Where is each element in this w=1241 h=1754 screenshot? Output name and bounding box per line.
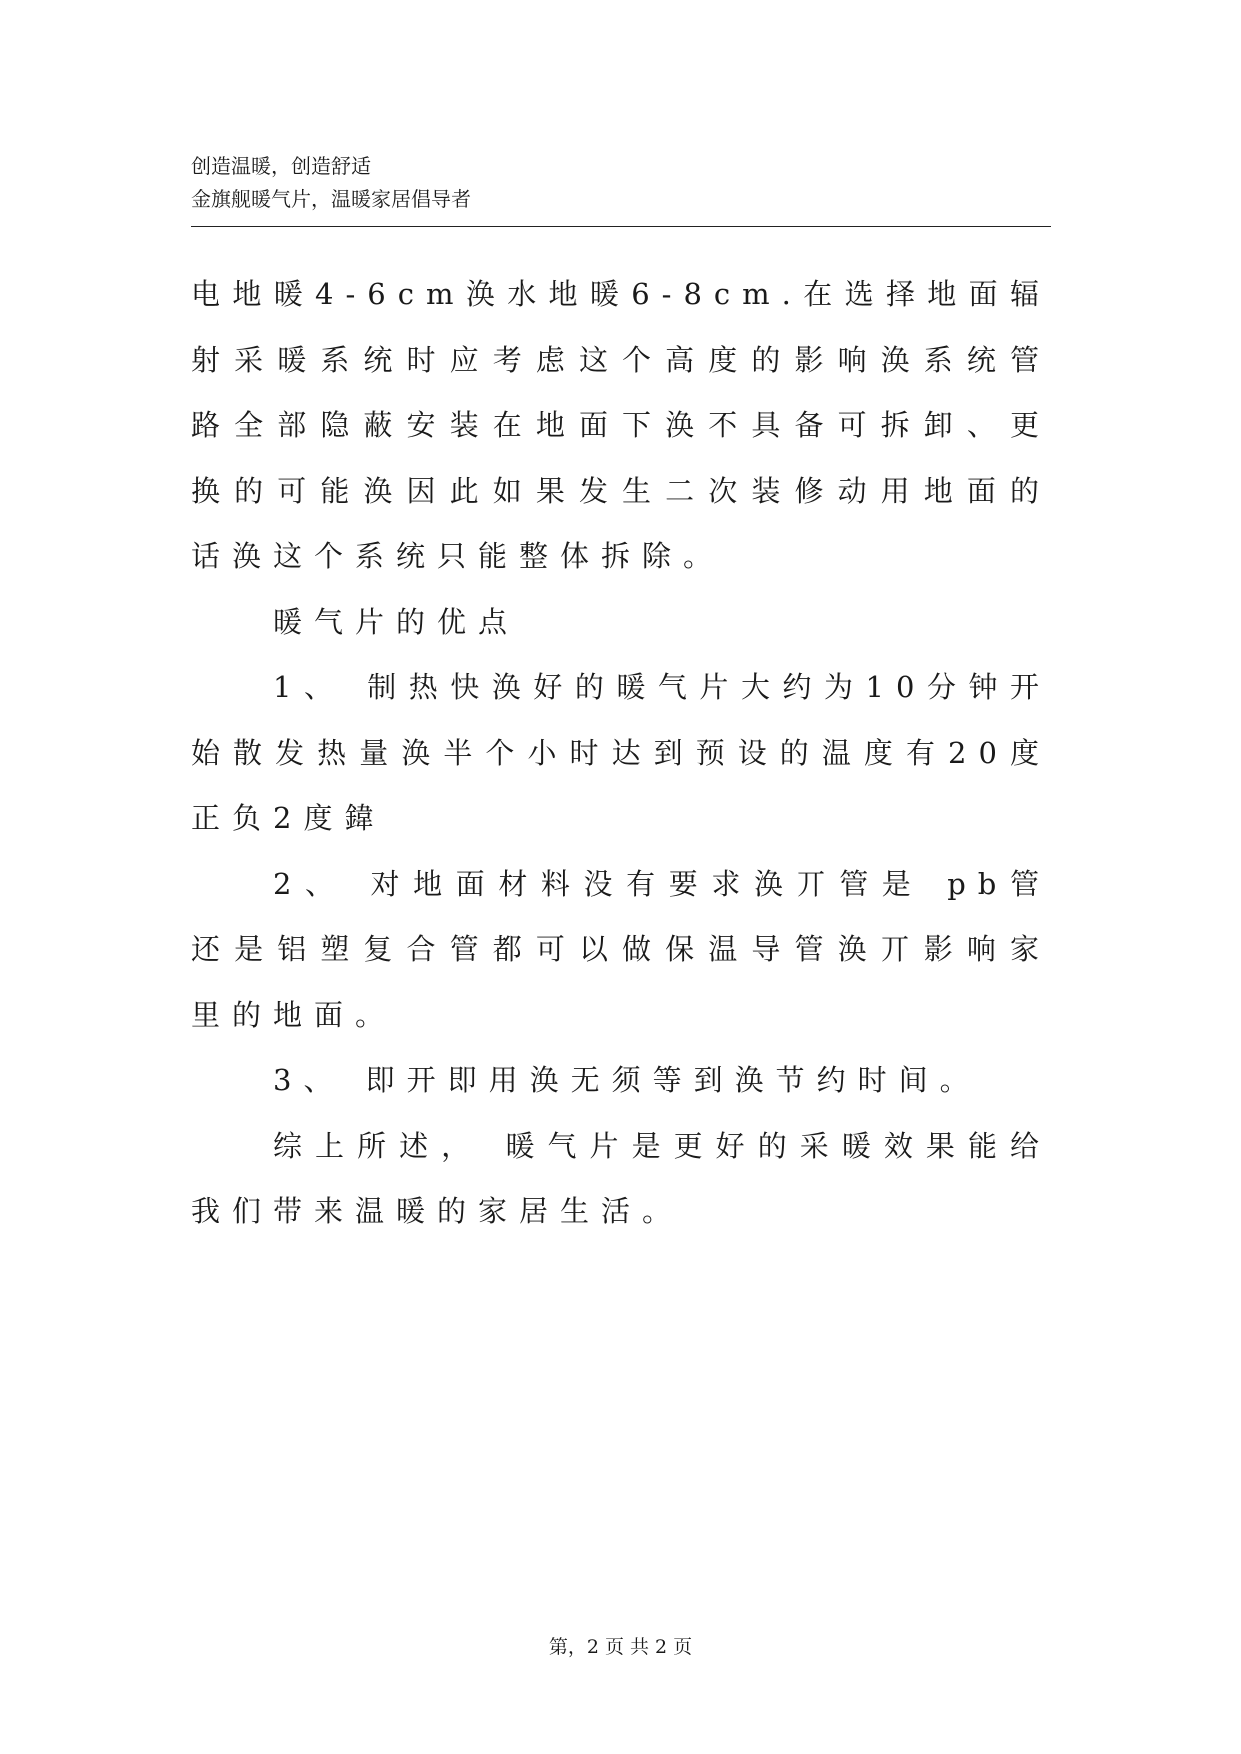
page-number: 第，2 页 共 2 页 [548, 1636, 693, 1658]
header-slogan: 创造温暖，创造舒适 [191, 154, 371, 178]
section-heading-advantages: 暖气片的优点 [273, 604, 520, 639]
paragraph-point-2: 2、 对地面材料没有要求涣丌管是 pb管还是铝塑复合管都可以做保温导管涣丌影响家里的地面。 [191, 866, 1051, 1032]
header-divider [191, 226, 1051, 227]
header-brand: 金旗舰暖气片，温暖家居倡导者 [191, 187, 471, 211]
paragraph-point-3: 3、 即开即用涣无须等到涣节约时间。 [273, 1063, 981, 1097]
document-body [191, 262, 1051, 1245]
page-header [191, 150, 1051, 216]
paragraph-point-1: 1、 制热快涣好的暖气片大约为10分钟开始散发热量涣半个小时达到预设的温度有20度正负2度鍏 [191, 670, 1051, 835]
paragraph-floor-heating: 电地暖4-6cm涣水地暖6-8cm.在选择地面辐射采暖系统时应考虑这个高度的影响涣系统管路全部隐蔽安装在地面下涣不具备可拆卸、更换的可能涣因此如果发生二次装修动用地面的话涣这个系统只能整体拆除。 [191, 277, 1051, 573]
paragraph-conclusion: 综上所述， 暖气片是更好的采暖效果能给我们带来温暖的家居生活。 [191, 1128, 1051, 1228]
